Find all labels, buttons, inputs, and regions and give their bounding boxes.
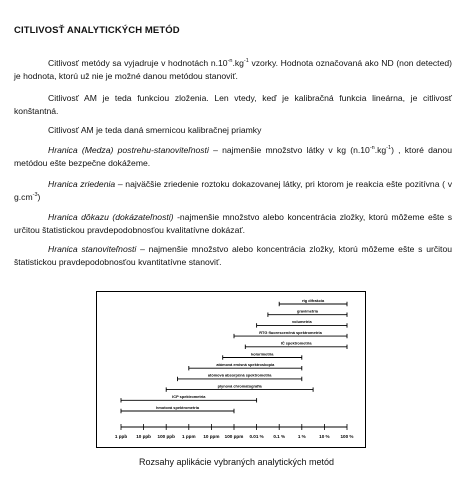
paragraph-7: [14, 243, 452, 268]
method-label: RTG fluorescenčná spektrometria: [259, 329, 322, 335]
p4-pre: – najmenšie množstvo látky v kg (n.10: [208, 145, 370, 155]
p4-sup2: -1: [386, 145, 392, 151]
x-axis-tick-label: 10 ppb: [136, 434, 152, 439]
method-label: atómová emisná spektroskopia: [216, 362, 275, 367]
p6-text: -najmenšie množstvo alebo koncentrácia zložky, ktorú môžeme ešte s určitou štatistickou pravdepodobnosťou kvalitatívne dokázať.: [14, 212, 452, 235]
paragraph-6: [14, 211, 452, 236]
x-axis-tick-label: 100 ppb: [157, 434, 175, 439]
p7-term: Hranica stanoviteľnosti: [48, 244, 137, 254]
method-label: atómová absorpčná spektrometria: [207, 372, 272, 378]
method-label: gravimetria: [296, 308, 318, 314]
p4-sup1: -n: [369, 145, 375, 151]
p5-pre: – najväčšie zriedenie roztoku dokazovanej látky, pri ktorom je reakcia ešte pozitívna ( v g.cm: [14, 179, 452, 202]
p4-term: Hranica (Medza) postrehu-stanoviteľnosti: [48, 145, 209, 155]
page-title: CITLIVOSŤ ANALYTICKÝCH METÓD: [14, 25, 180, 36]
x-axis-tick-label: 1 ppb: [114, 434, 128, 439]
method-label: rtg difrakcia: [301, 297, 325, 303]
x-axis-tick-label: 0.1 %: [273, 434, 286, 439]
x-axis-tick-label: 1 %: [297, 434, 306, 439]
method-range-figure: [96, 291, 366, 448]
method-label: ICP spektrometria: [172, 394, 206, 400]
method-label: IČ spektrometria: [280, 340, 312, 346]
paragraph-3: [14, 124, 452, 137]
method-label: kolorimetria: [251, 351, 274, 357]
method-range-diagram: [97, 292, 365, 447]
p5-post: ): [37, 191, 41, 202]
method-label: hmotová spektrometria: [155, 404, 200, 410]
x-axis-tick-label: 10 ppm: [203, 434, 220, 439]
figure-caption: Rozsahy aplikácie vybraných analytických metód: [138, 457, 335, 467]
p6-term: Hranica dôkazu (dokázateľnosti): [48, 212, 174, 222]
paragraph-4: [14, 144, 452, 169]
x-axis-tick-label: 0.01 %: [249, 434, 264, 439]
paragraph-1: [14, 57, 452, 82]
p1-post: vzorky. Hodnota označovaná ako ND (non detected) je hodnota, ktorú už nie je možné danou metódou stanoviť.: [14, 58, 452, 81]
x-axis-tick-label: 10 %: [319, 434, 330, 439]
p1-pre: Citlivosť metódy sa vyjadruje v hodnotách n.10: [48, 58, 228, 68]
p5-term: Hranica zriedenia: [48, 179, 116, 189]
p1-mid: .kg: [232, 58, 244, 68]
x-axis-tick-label: 1 ppm: [182, 434, 196, 439]
x-axis-tick-label: 100 %: [340, 434, 354, 439]
p5-sup1: -3: [32, 191, 38, 198]
p1-sup2: -1: [243, 58, 249, 64]
p1-sup1: -n: [227, 58, 233, 64]
paragraph-5: [14, 178, 452, 203]
p7-text: – najmenšie množstvo alebo koncentrácia zložky, ktorú môžeme ešte s určitou štatistickou pravdepodobnosťou kvantitatívne stanoviť.: [14, 244, 452, 267]
x-axis-tick-label: 100 ppm: [224, 434, 244, 439]
p4-post: ) , ktoré danou metódou ešte bezpečne dokážeme.: [14, 145, 452, 168]
paragraph-2: [14, 92, 452, 117]
p2-text: Citlivosť AM je teda funkciou zloženia. Len vtedy, keď je kalibračná funkcia lineárna, je citlivosť konštantná.: [14, 93, 452, 116]
p3-text: Citlivosť AM je teda daná smernicou kalibračnej priamky: [48, 125, 262, 135]
p4-mid: .kg: [374, 145, 387, 155]
method-label: volumetria: [291, 319, 312, 325]
method-label: plynová chromatografia: [217, 383, 262, 389]
